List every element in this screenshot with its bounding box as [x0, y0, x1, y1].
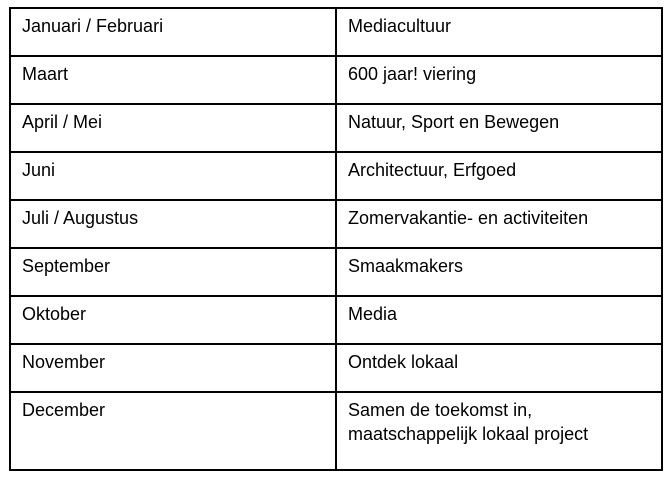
- period-text: Maart: [22, 64, 69, 84]
- period-cell: [10, 200, 336, 248]
- table-row: [10, 104, 662, 152]
- theme-text: Media: [348, 304, 398, 324]
- theme-cell: [336, 200, 662, 248]
- period-cell: [10, 8, 336, 56]
- period-cell: [10, 392, 336, 470]
- theme-cell: [336, 248, 662, 296]
- period-cell: [10, 152, 336, 200]
- period-text: Juli / Augustus: [22, 208, 139, 228]
- theme-text: Ontdek lokaal: [348, 352, 459, 372]
- theme-cell: [336, 8, 662, 56]
- theme-text: Architectuur, Erfgoed: [348, 160, 517, 180]
- theme-text: Smaakmakers: [348, 256, 464, 276]
- theme-schedule-table: [9, 7, 663, 471]
- theme-text: Samen de toekomst in, maatschappelijk lokaal project: [348, 400, 589, 444]
- period-text: Juni: [22, 160, 56, 180]
- period-cell: [10, 104, 336, 152]
- theme-cell: [336, 344, 662, 392]
- period-text: Januari / Februari: [22, 16, 164, 36]
- period-text: Oktober: [22, 304, 87, 324]
- table-row: [10, 56, 662, 104]
- period-cell: [10, 344, 336, 392]
- period-text: September: [22, 256, 111, 276]
- table-row: [10, 248, 662, 296]
- theme-text: Mediacultuur: [348, 16, 452, 36]
- table-row: [10, 200, 662, 248]
- theme-text: Natuur, Sport en Bewegen: [348, 112, 560, 132]
- period-text: November: [22, 352, 106, 372]
- theme-cell: [336, 152, 662, 200]
- table-row: [10, 296, 662, 344]
- period-cell: [10, 248, 336, 296]
- theme-cell: [336, 56, 662, 104]
- period-cell: [10, 56, 336, 104]
- table-body: [10, 8, 662, 470]
- theme-text: Zomervakantie- en activiteiten: [348, 208, 589, 228]
- table-row: [10, 152, 662, 200]
- table-row: [10, 8, 662, 56]
- theme-cell: [336, 104, 662, 152]
- theme-cell: [336, 392, 662, 470]
- period-cell: [10, 296, 336, 344]
- theme-cell: [336, 296, 662, 344]
- period-text: December: [22, 400, 106, 420]
- table-row: [10, 344, 662, 392]
- table-row: [10, 392, 662, 470]
- theme-text: 600 jaar! viering: [348, 64, 477, 84]
- period-text: April / Mei: [22, 112, 103, 132]
